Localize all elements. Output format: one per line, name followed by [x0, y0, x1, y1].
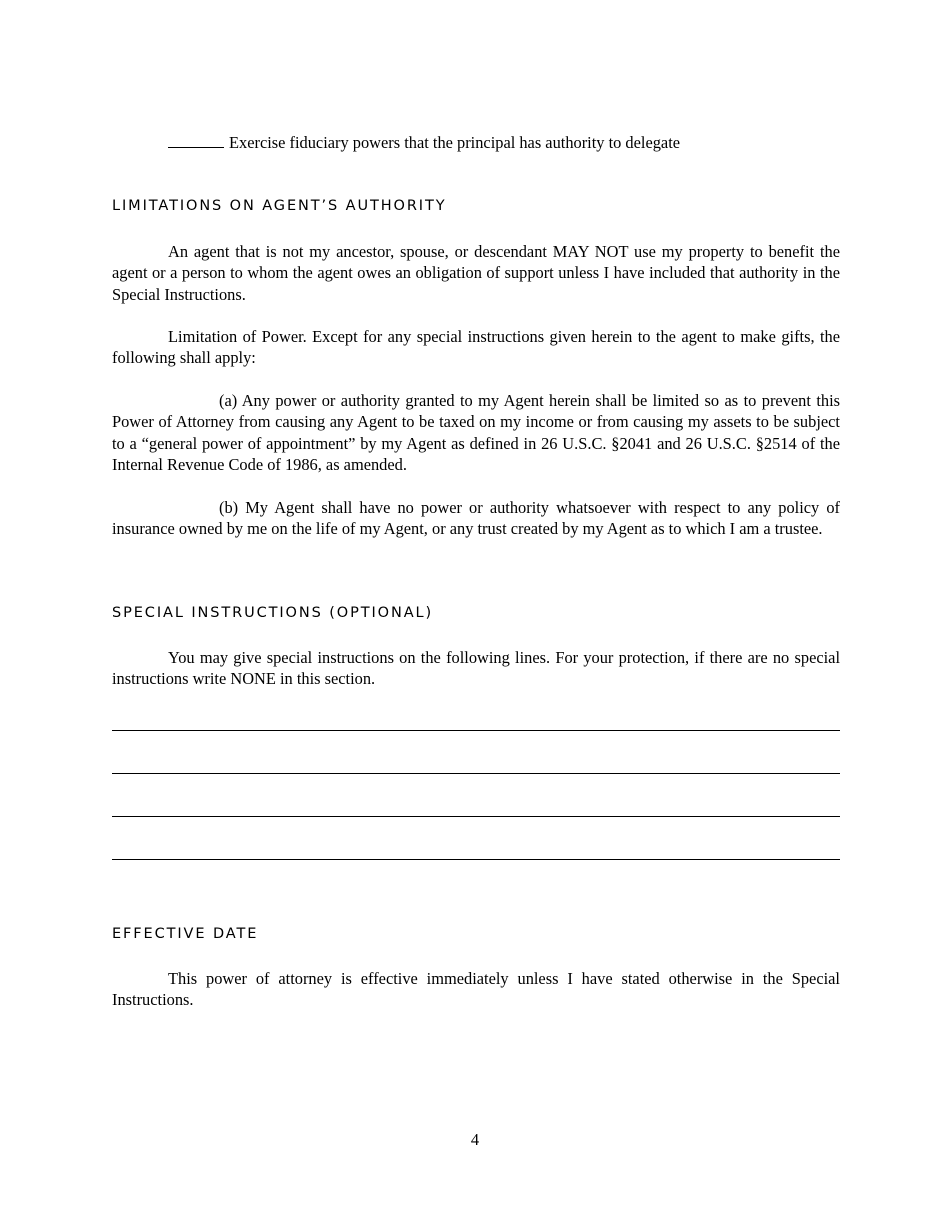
- special-instructions-text: You may give special instructions on the following lines. For your protection, if there are no special instructions write NONE in this section.: [112, 648, 840, 689]
- special-instructions-heading: SPECIAL INSTRUCTIONS (OPTIONAL): [112, 605, 434, 621]
- limitations-para-1: [112, 241, 840, 305]
- limitations-para-1-text: An agent that is not my ancestor, spouse, or descendant MAY NOT use my property to benefit the agent or a person to whom the agent owes an obligation of support unless I have included that authority in the Special Instructions.: [112, 242, 840, 304]
- limitations-heading: LIMITATIONS ON AGENT’S AUTHORITY: [112, 198, 447, 214]
- limitation-item-b: [112, 497, 840, 540]
- limitation-item-a-text: (a) Any power or authority granted to my Agent herein shall be limited so as to prevent this Power of Attorney from causing any Agent to be taxed on my income or from causing my assets to be subject to a “general power of appointment” by my Agent as defined in 26 U.S.C. §2041 and 26 U.S.C. §2514 of the Internal Revenue Code of 1986, as amended.: [112, 391, 840, 475]
- fiduciary-powers-item: [168, 132, 868, 153]
- special-instructions-line-4[interactable]: [112, 859, 840, 860]
- limitation-item-a: [112, 390, 840, 476]
- limitation-of-power-text: Limitation of Power. Except for any special instructions given herein to the agent to make gifts, the following shall apply:: [112, 327, 840, 368]
- limitations-para-2: [112, 326, 840, 369]
- special-instructions-line-1[interactable]: [112, 730, 840, 731]
- limitation-item-b-text: (b) My Agent shall have no power or authority whatsoever with respect to any policy of insurance owned by me on the life of my Agent, or any trust created by my Agent as to which I am a trustee.: [112, 498, 840, 539]
- fiduciary-powers-text: Exercise fiduciary powers that the principal has authority to delegate: [229, 133, 681, 152]
- initial-blank-line[interactable]: [168, 133, 224, 148]
- page-number: 4: [470, 1130, 480, 1149]
- effective-date-text: This power of attorney is effective immediately unless I have stated otherwise in the Special Instructions.: [112, 969, 840, 1010]
- special-instructions-line-3[interactable]: [112, 816, 840, 817]
- special-instructions-line-2[interactable]: [112, 773, 840, 774]
- effective-date-heading: EFFECTIVE DATE: [112, 926, 259, 942]
- effective-date-para: [112, 968, 840, 1011]
- special-instructions-para: [112, 647, 840, 690]
